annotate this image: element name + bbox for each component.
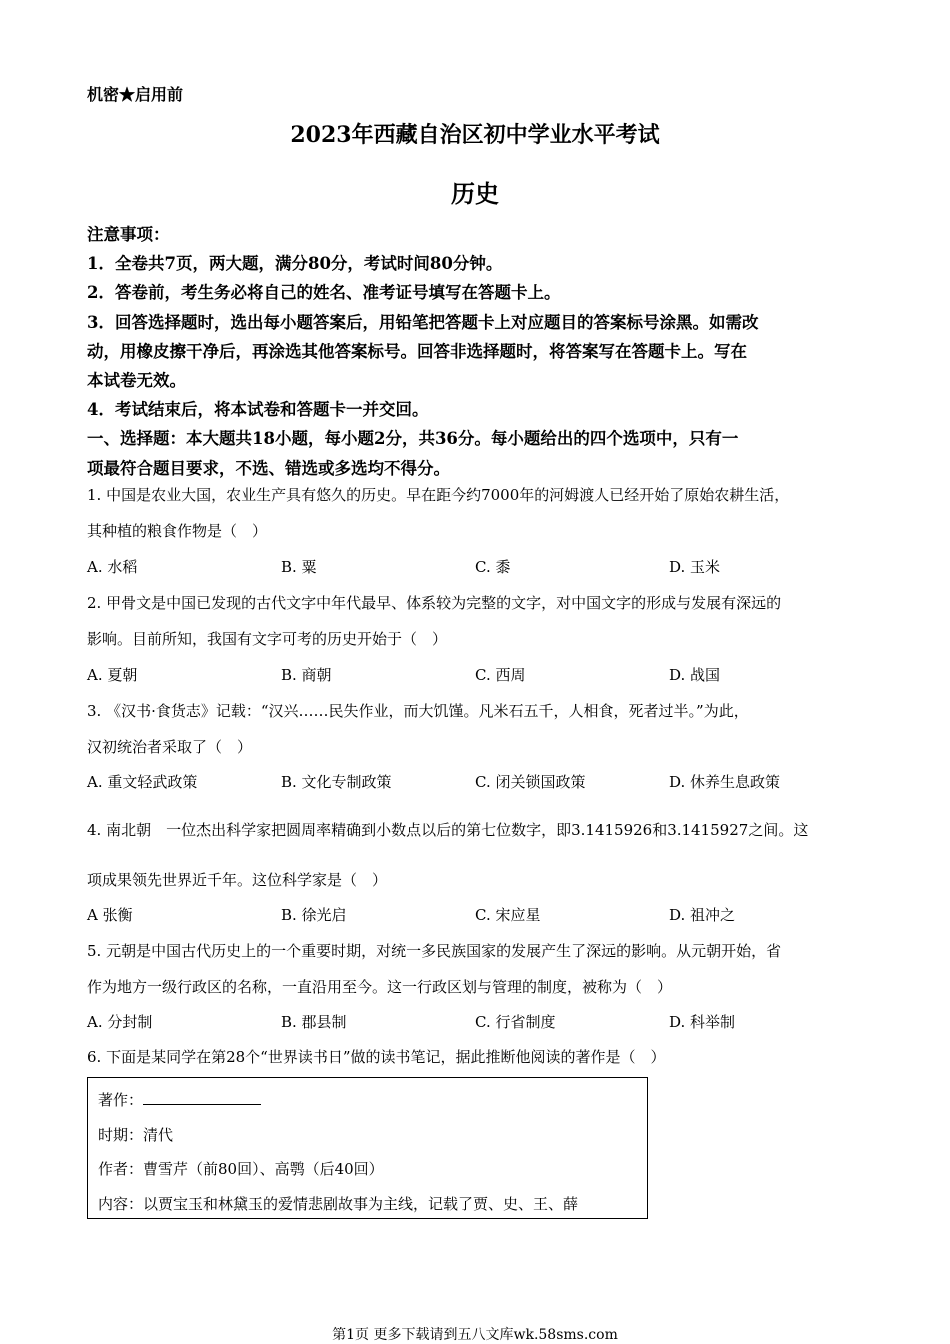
note-item: 4．考试结束后，将本试卷和答题卡一并交回。 [87,400,429,419]
reading-note-box [87,1077,648,1219]
section-heading-cont: 项最符合题目要求，不选、错选或多选均不得分。 [87,459,450,478]
question-3-line: 汉初统治者采取了（ ） [87,738,253,756]
option-c: C. 闭关锁国政策 [475,773,586,791]
option-a: A. 重文轻武政策 [87,773,198,791]
note-item: 动，用橡皮擦干净后，再涂选其他答案标号。回答非选择题时，将答案写在答题卡上。写在 [87,342,747,361]
question-2-line: 影响。目前所知，我国有文字可考的历史开始于（ ） [87,630,448,648]
option-d: D. 休养生息政策 [669,773,781,791]
note-item: 本试卷无效。 [87,371,186,390]
option-a: A. 水稻 [87,558,138,576]
option-b: B. 粟 [281,558,317,576]
note-work-label: 著作： [98,1091,144,1109]
option-b: B. 商朝 [281,666,332,684]
option-a: A. 夏朝 [87,666,138,684]
question-5-line: 作为地方一级行政区的名称，一直沿用至今。这一行政区划与管理的制度，被称为（ ） [87,978,673,996]
note-work-line [98,1089,261,1110]
option-c: C. 行省制度 [475,1013,556,1031]
option-a: A. 分封制 [87,1013,153,1031]
option-d: D. 科举制 [669,1013,736,1031]
option-b: B. 徐光启 [281,906,347,924]
question-1-line: 1. 中国是农业大国，农业生产具有悠久的历史。早在距今约7000年的河姆渡人已经开始了原始农耕生活， [87,486,790,504]
option-d: D. 战国 [669,666,721,684]
option-b: B. 郡县制 [281,1013,347,1031]
note-period: 时期：清代 [98,1126,174,1144]
note-item: 2．答卷前，考生务必将自己的姓名、准考证号填写在答题卡上。 [87,283,561,302]
note-author: 作者：曹雪芹（前80回）、高鹗（后40回） [98,1160,384,1178]
work-blank [143,1094,261,1105]
option-b: B. 文化专制政策 [281,773,392,791]
note-item: 1．全卷共7页，两大题，满分80分，考试时间80分钟。 [87,254,503,273]
note-content: 内容：以贾宝玉和林黛玉的爱情悲剧故事为主线，记载了贾、史、王、薛 [98,1195,579,1213]
question-1-line: 其种植的粮食作物是（ ） [87,522,268,540]
exam-title: 2023年西藏自治区初中学业水平考试 [290,122,660,148]
page-footer: 第1页 更多下载请到五八文库wk.58sms.com [332,1327,618,1343]
question-5-line: 5. 元朝是中国古代历史上的一个重要时期，对统一多民族国家的发展产生了深远的影响。从元朝开始，省 [87,942,782,960]
notes-heading: 注意事项： [87,225,170,244]
question-3-line: 3. 《汉书·食货志》记载：“汉兴……民失作业，而大饥馑。凡米石五千，人相食，死者过半。”为此， [87,702,749,720]
option-c: C. 西周 [475,666,526,684]
question-6-line: 6. 下面是某同学在第28个“世界读书日”做的读书笔记，据此推断他阅读的著作是（ ） [87,1048,666,1066]
question-4-line: 4. 南北朝 一位杰出科学家把圆周率精确到小数点以后的第七位数字，即3.1415926和3.1415927之间。这 [87,821,809,839]
option-c: C. 黍 [475,558,511,576]
question-4-line: 项成果领先世界近千年。这位科学家是（ ） [87,871,388,889]
option-d: D. 祖冲之 [669,906,736,924]
confidential-label: 机密★启用前 [87,85,184,104]
note-item: 3．回答选择题时，选出每小题答案后，用铅笔把答题卡上对应题目的答案标号涂黑。如需改 [87,313,759,332]
question-2-line: 2. 甲骨文是中国已发现的古代文字中年代最早、体系较为完整的文字，对中国文字的形成与发展有深远的 [87,594,782,612]
option-c: C. 宋应星 [475,906,541,924]
subject-title: 历史 [451,179,499,208]
section-heading: 一、选择题：本大题共18小题，每小题2分，共36分。每小题给出的四个选项中，只有一 [87,429,739,448]
option-a: A 张衡 [87,906,133,924]
option-d: D. 玉米 [669,558,721,576]
